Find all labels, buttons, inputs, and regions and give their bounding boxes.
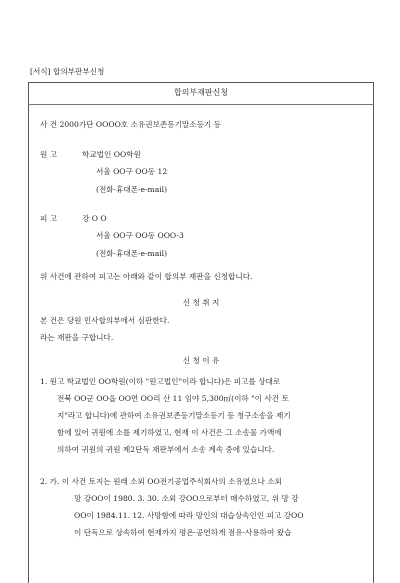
reason-1-line-5: 의하여 귀원의 귀원 제2단독 재판부에서 소송 계속 중에 있습니다. — [57, 445, 275, 454]
document-title: 합의부재판신청 — [173, 88, 229, 97]
plaintiff-address: 서울 OO구 OO동 12 — [96, 167, 168, 176]
case-line: 사 건 2000가단 OOOO호 소유권보존등기말소등기 등 — [40, 120, 221, 129]
reasons-heading: 신 청 이 유 — [182, 356, 220, 365]
reason-1-line-4: 함에 있어 귀원에 소를 제기하였고, 현재 이 사건은 그 소송물 가액에 — [57, 428, 282, 437]
reason-2-line-4: 이 단독으로 상속하여 현재까지 평온·공연하게 점유·사용하여 왔습 — [74, 528, 292, 537]
form-label: [서식] 합의부판부신청 — [30, 67, 105, 76]
purpose-line-1: 본 건은 당원 민사합의부에서 심판한다. — [40, 316, 170, 325]
defendant-contact: (전화·휴대폰·e-mail) — [96, 249, 168, 258]
reason-1-line-3: 지"라고 합니다)에 관하여 소유권보존등기말소등기 등 청구소송을 제기 — [57, 411, 291, 420]
purpose-heading: 신 청 취 지 — [182, 298, 220, 307]
defendant-label: 피 고 — [40, 214, 58, 223]
plaintiff-label: 원 고 — [40, 150, 58, 159]
reason-2-line-3: OO이 1984.11. 12. 사망함에 따라 망인의 대습상속인인 피고 강OO — [74, 511, 304, 520]
reason-1-line-2: 전북 OO군 OO읍 OO면 OO리 산 11 임야 5,300㎡(이하 "이 사건 토 — [57, 394, 289, 403]
purpose-line-2: 라는 재판을 구합니다. — [40, 333, 114, 342]
defendant-name: 강 O O — [82, 214, 107, 223]
plaintiff-contact: (전화·휴대폰·e-mail) — [96, 185, 168, 194]
request-sentence: 위 사건에 관하여 피고는 아래와 같이 합의부 재판을 신청합니다. — [40, 272, 253, 281]
reason-2-line-1: 2. 가. 이 사건 토지는 원래 소외 OO전기공업주식회사의 소유였으나 소외 — [40, 477, 282, 486]
plaintiff-name: 학교법인 OO학원 — [82, 150, 141, 159]
reason-2-line-2: 망 강OO이 1980. 3. 30. 소외 강OO으로부터 매수하였고, 위 망 강 — [74, 494, 299, 503]
reason-1-line-1: 1. 원고 학교법인 OO학원(이하 "원고법인"이라 합니다)은 피고를 상대로 — [40, 377, 281, 386]
defendant-address: 서울 OO구 OO동 OOO-3 — [96, 231, 184, 240]
